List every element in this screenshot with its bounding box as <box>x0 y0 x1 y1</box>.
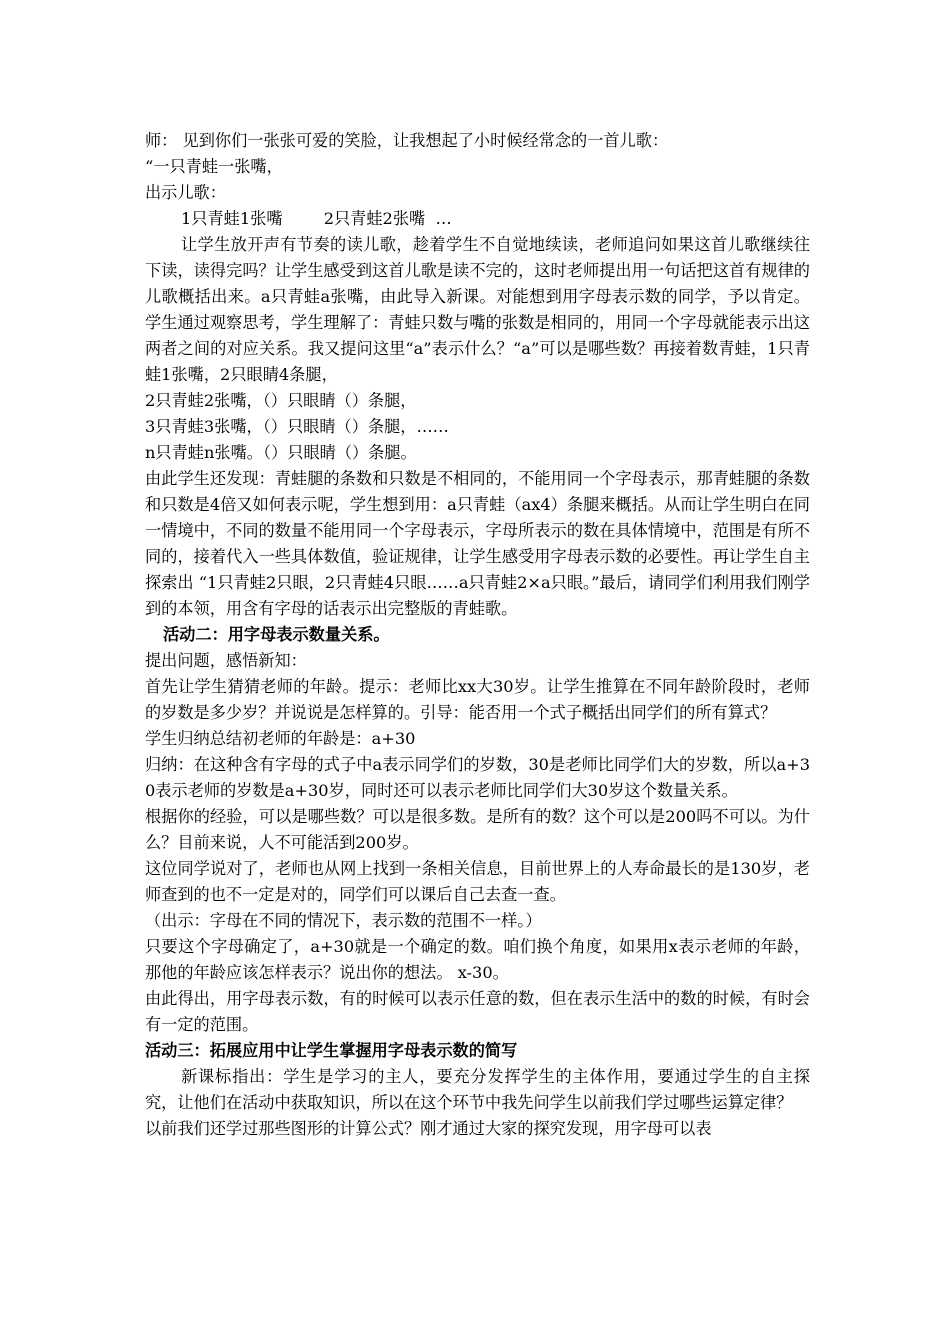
paragraph-teacher-intro: 师： 见到你们一张张可爱的笑脸，让我想起了小时候经常念的一首儿歌： <box>145 131 669 150</box>
paragraph-rhyme-quote: “一只青蛙一张嘴， <box>145 157 283 176</box>
paragraph-induction: 归纳：在这种含有字母的式子中a表示同学们的岁数，30是老师比同学们大的岁数，所以a+30表示老师的岁数是a+30岁，同时还可以表示老师比同学们大30岁这个数量关系。 <box>145 755 810 800</box>
paragraph-frog-legs-discovery: 由此学生还发现：青蛙腿的条数和只数是不相同的，不能用同一个字母表示，那青蛙腿的条数和只数是4倍又如何表示呢，学生想到用：a只青蛙（ax4）条腿来概括。从而让学生明白在同一情境中，不同的数量不能用同一个字母表示，字母所表示的数在具体情境中，范围是有所不同的，接着代入一些具体数值，验证规律，让学生感受用字母表示数的必要性。再让学生自主探索出 “1只青蛙2只眼，2只青蛙4只眼……a只青蛙2×a只眼。”最后，请同学们利用我们刚学到的本领，用含有字母的话表示出完整版的青蛙歌。 <box>145 469 810 618</box>
paragraph-frog-three: 3只青蛙3张嘴，（）只眼睛（）条腿，…… <box>145 417 449 436</box>
paragraph-summary-age: 学生归纳总结初老师的年龄是：a+30 <box>145 729 416 748</box>
paragraph-frog-two: 2只青蛙2张嘴，（）只眼睛（）条腿， <box>145 391 417 410</box>
paragraph-frog-n: n只青蛙n张嘴。（）只眼睛（）条腿。 <box>145 443 417 462</box>
paragraph-x-age: 只要这个字母确定了，a+30就是一个确定的数。咱们换个角度，如果用x表示老师的年龄，那他的年龄应该怎样表示？说出你的想法。 x-30。 <box>145 937 810 982</box>
paragraph-reading-activity: 让学生放开声有节奏的读儿歌，趁着学生不自觉地续读，老师追问如果这首儿歌继续往下读，读得完吗？让学生感受到这首儿歌是读不完的，这时老师提出用一句话把这首有规律的儿歌概括出来。a只青蛙a张嘴，由此导入新课。对能想到用字母表示数的同学，予以肯定。学生通过观察思考，学生理解了：青蛙只数与嘴的张数是相同的，用同一个字母就能表示出这两者之间的对应关系。我又提问这里“a”表示什么？“a”可以是哪些数？再接着数青蛙，1只青蛙1张嘴，2只眼睛4条腿， <box>145 235 810 384</box>
paragraph-show-range: （出示：字母在不同的情况下，表示数的范围不一样。） <box>145 911 542 930</box>
paragraph-curriculum: 新课标指出：学生是学习的主人，要充分发挥学生的主体作用，要通过学生的自主探究，让他们在活动中获取知识，所以在这个环节中我先问学生以前我们学过哪些运算定律？ <box>145 1067 810 1112</box>
paragraph-experience: 根据你的经验，可以是哪些数？可以是很多数。是所有的数？这个可以是200吗不可以。为什么？目前来说，人不可能活到200岁。 <box>145 807 810 852</box>
paragraph-lifespan: 这位同学说对了，老师也从网上找到一条相关信息，目前世界上的人寿命最长的是130岁，老师查到的也不一定是对的，同学们可以课后自己去查一查。 <box>145 859 810 904</box>
paragraph-conclusion: 由此得出，用字母表示数，有的时候可以表示任意的数，但在表示生活中的数的时候，有时会有一定的范围。 <box>145 989 810 1034</box>
paragraph-show-rhyme: 出示儿歌： <box>145 183 226 202</box>
heading-activity-three: 活动三：拓展应用中让学生掌握用字母表示数的简写 <box>145 1041 518 1060</box>
paragraph-rhyme-lines: 1只青蛙1张嘴 2只青蛙2张嘴 … <box>181 209 452 228</box>
heading-activity-two: 活动二：用字母表示数量关系。 <box>163 625 390 644</box>
document-body <box>145 128 810 1142</box>
paragraph-formulas: 以前我们还学过那些图形的计算公式？刚才通过大家的探究发现，用字母可以表 <box>145 1119 712 1138</box>
paragraph-guess-age: 首先让学生猜猜老师的年龄。提示：老师比xx大30岁。让学生推算在不同年龄阶段时，老师的岁数是多少岁？并说说是怎样算的。引导：能否用一个式子概括出同学们的所有算式？ <box>145 677 810 722</box>
paragraph-raise-question: 提出问题，感悟新知： <box>145 651 307 670</box>
